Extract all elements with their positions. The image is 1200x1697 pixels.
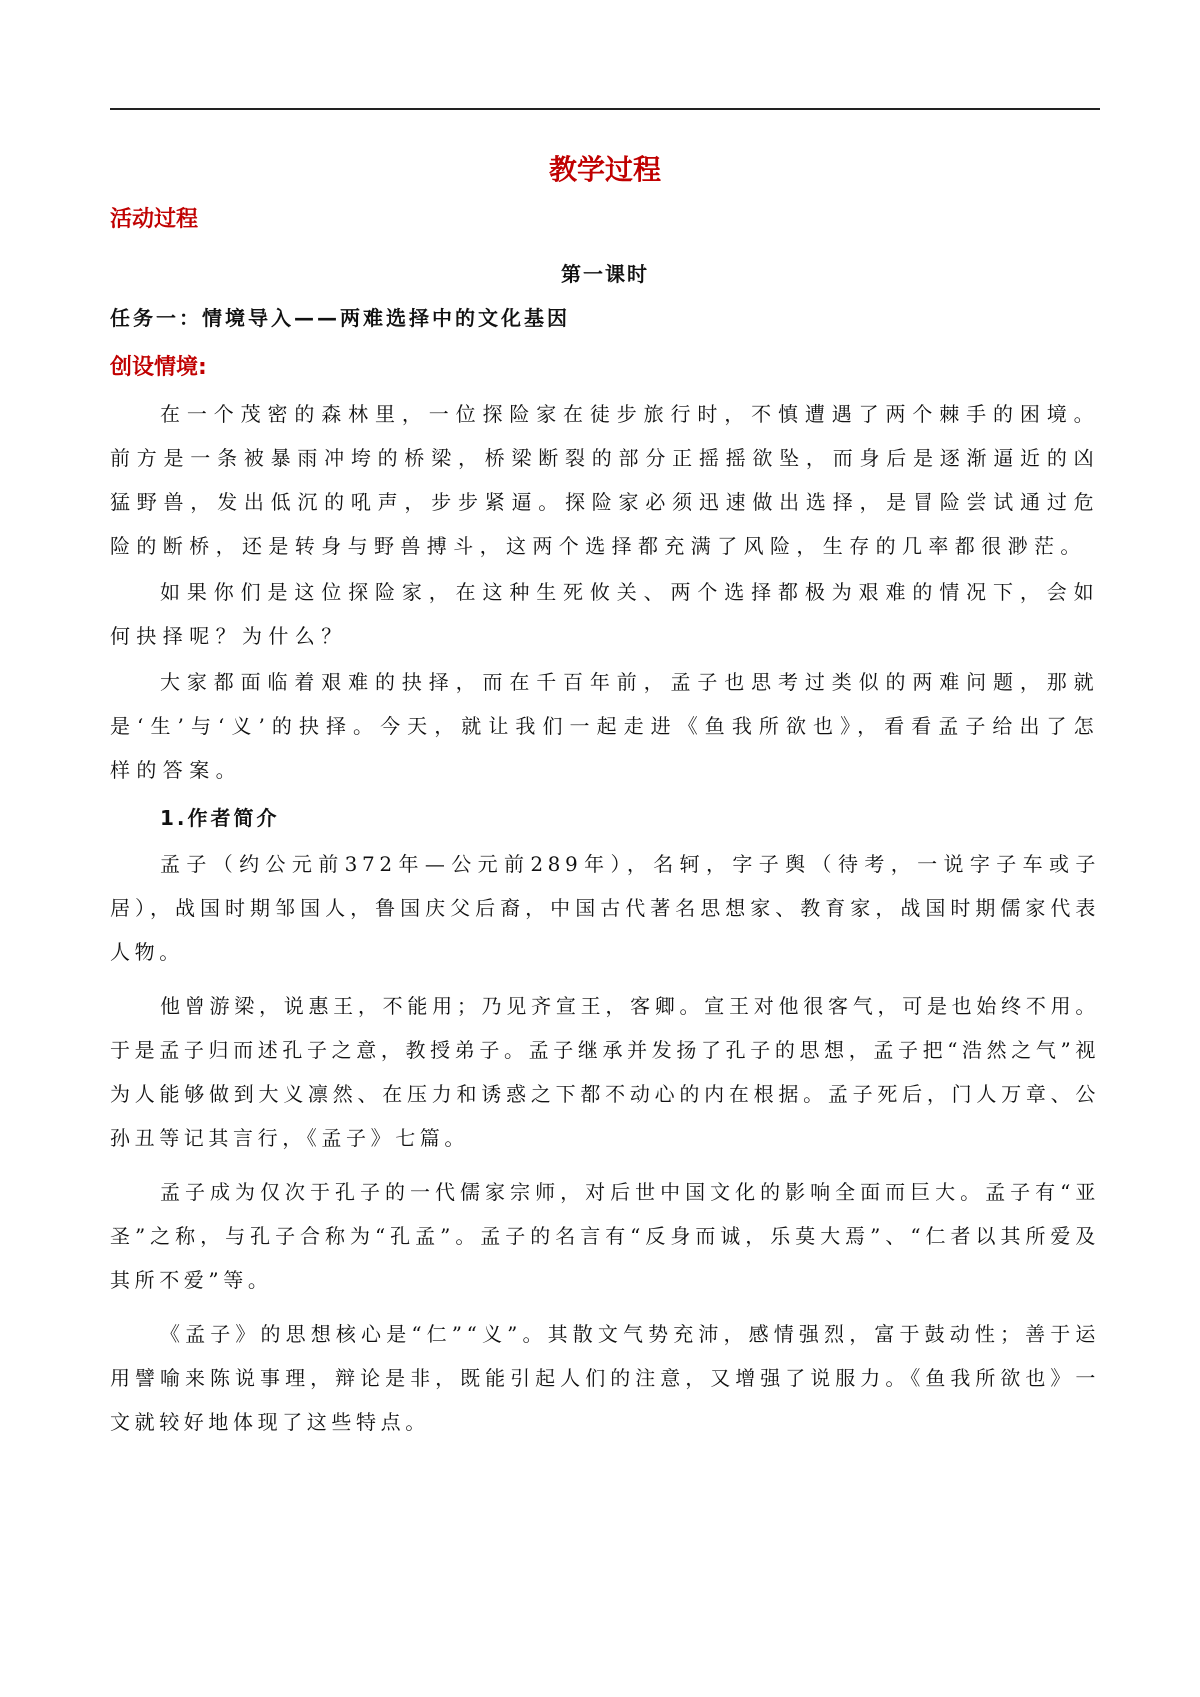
author-paragraph: 孟子成为仅次于孔子的一代儒家宗师，对后世中国文化的影响全面而巨大。孟子有“亚圣”之称，与孔子合称为“孔孟”。孟子的名言有“反身而诚，乐莫大焉”、“仁者以其所爱及其所不爱”等。 — [110, 1180, 1100, 1292]
page-title: 教学过程 — [548, 153, 661, 186]
scenario-paragraph: 大家都面临着艰难的抉择，而在千百年前，孟子也思考过类似的两难问题，那就是‘生’与‘义’的抉择。今天，就让我们一起走进《鱼我所欲也》，看看孟子给出了怎样的答案。 — [110, 670, 1100, 782]
author-paragraph: 《孟子》的思想核心是“仁”“义”。其散文气势充沛，感情强烈，富于鼓动性；善于运用譬喻来陈说事理，辩论是非，既能引起人们的注意，又增强了说服力。《鱼我所欲也》一文就较好地体现了这些特点。 — [110, 1322, 1100, 1434]
header-rule — [110, 108, 1100, 110]
scenario-heading: 创设情境: — [110, 355, 207, 380]
document-body — [110, 150, 1100, 1446]
section-heading: 活动过程 — [110, 207, 199, 232]
author-heading: 1.作者简介 — [160, 806, 280, 830]
lesson-heading: 第一课时 — [561, 262, 649, 286]
scenario-paragraph: 在一个茂密的森林里，一位探险家在徒步旅行时，不慎遭遇了两个棘手的困境。前方是一条被暴雨冲垮的桥梁，桥梁断裂的部分正摇摇欲坠，而身后是逐渐逼近的凶猛野兽，发出低沉的吼声，步步紧逼。探险家必须迅速做出选择，是冒险尝试通过危险的断桥，还是转身与野兽搏斗，这两个选择都充满了风险，生存的几率都很渺茫。 — [110, 402, 1100, 558]
document-page — [110, 0, 1100, 1697]
scenario-paragraph: 如果你们是这位探险家，在这种生死攸关、两个选择都极为艰难的情况下，会如何抉择呢？为什么？ — [110, 580, 1100, 648]
author-paragraph: 孟子（约公元前372年—公元前289年），名轲，字子舆（待考，一说字子车或子居），战国时期邹国人，鲁国庆父后裔，中国古代著名思想家、教育家，战国时期儒家代表人物。 — [110, 852, 1100, 964]
task-heading: 任务一：情境导入——两难选择中的文化基因 — [110, 306, 570, 330]
author-paragraph: 他曾游梁，说惠王，不能用；乃见齐宣王，客卿。宣王对他很客气，可是也始终不用。于是孟子归而述孔子之意，教授弟子。孟子继承并发扬了孔子的思想，孟子把“浩然之气”视为人能够做到大义凛然、在压力和诱惑之下都不动心的内在根据。孟子死后，门人万章、公孙丑等记其言行，《孟子》七篇。 — [110, 994, 1100, 1150]
